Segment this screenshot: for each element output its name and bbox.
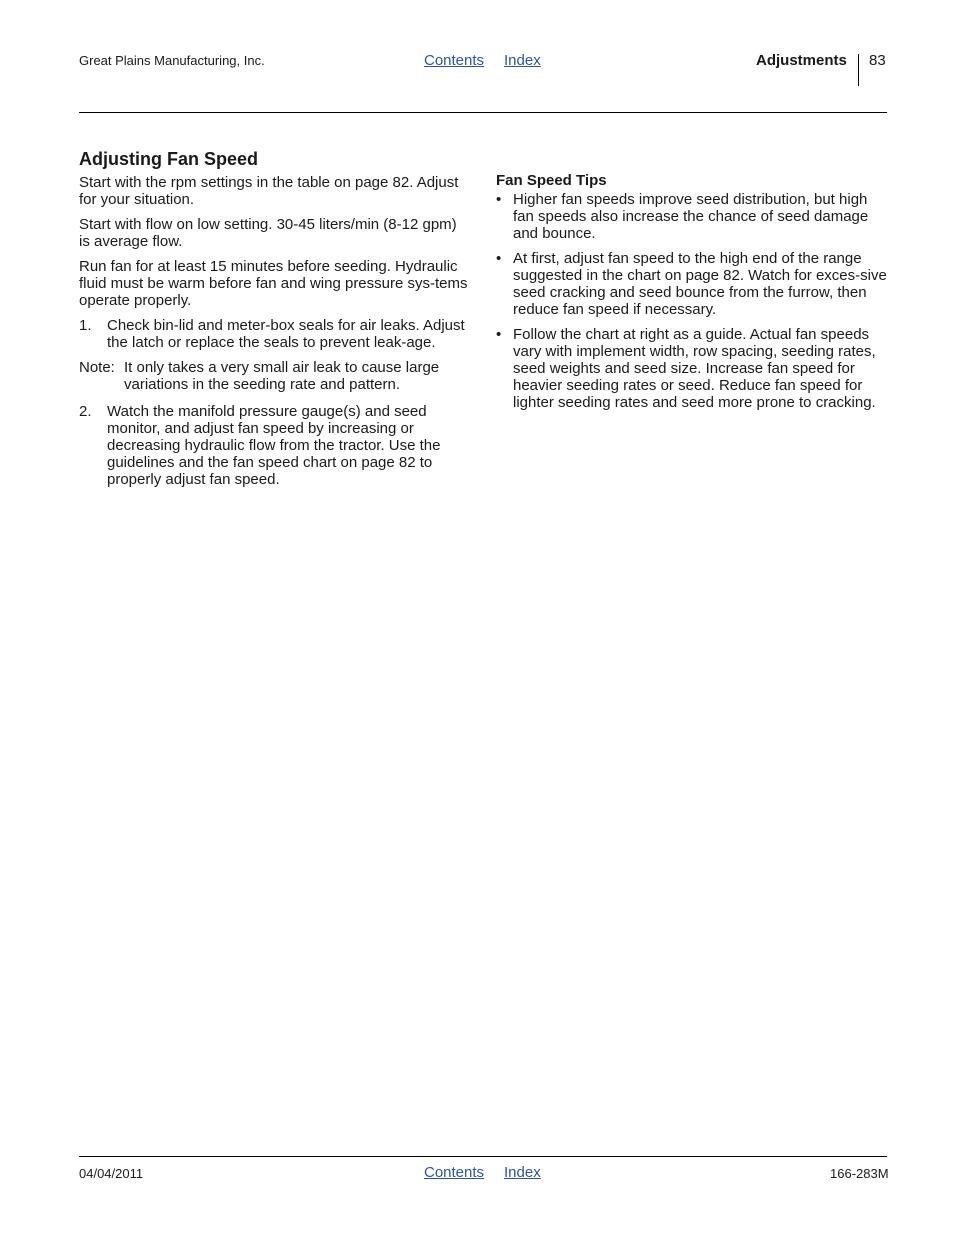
left-column	[79, 148, 471, 496]
header-index-link[interactable]: Index	[504, 52, 541, 69]
list-item-text: Higher fan speeds improve seed distribution, but high fan speeds also increase the chance of seed damage and bounce.	[513, 191, 869, 242]
footer-contents-link[interactable]: Contents	[424, 1164, 485, 1181]
subsection-heading: Fan Speed Tips	[496, 172, 607, 189]
header-page-number: 83	[869, 52, 886, 69]
paragraph: Start with the rpm settings in the table on page 82. Adjust for your situation.	[79, 174, 459, 208]
step-number: 1.	[79, 317, 92, 334]
footer-index-link[interactable]: Index	[504, 1164, 541, 1181]
step-number: 2.	[79, 403, 92, 420]
list-item	[496, 191, 890, 242]
header-section-title: Adjustments	[756, 52, 847, 69]
bullet-icon: •	[496, 326, 502, 343]
note-text: It only takes a very small air leak to cause large variations in the seeding rate and pattern.	[124, 359, 440, 393]
bullet-icon: •	[496, 191, 502, 208]
step-item	[79, 403, 471, 488]
paragraph: Start with flow on low setting. 30-45 liters/min (8-12 gpm) is average flow.	[79, 216, 457, 250]
note-block	[79, 359, 471, 393]
footer-rule	[79, 1156, 887, 1157]
step-text: Check bin-lid and meter-box seals for air leaks. Adjust the latch or replace the seals to prevent leak-age.	[107, 317, 465, 351]
list-item	[496, 250, 890, 318]
list-item-text: Follow the chart at right as a guide. Actual fan speeds vary with implement width, row spacing, seeding rates, seed weights and seed size. Increase fan speed for heavier seeding rates or seed. Reduce fan speed for lighter seeding rates and seed more prone to cracking.	[513, 326, 876, 411]
header-company-name: Great Plains Manufacturing, Inc.	[79, 53, 265, 68]
footer-date: 04/04/2011	[79, 1166, 144, 1181]
header-contents-link[interactable]: Contents	[424, 52, 485, 69]
bullet-icon: •	[496, 250, 502, 267]
list-item-text: At first, adjust fan speed to the high end of the range suggested in the chart on page 82. Watch for exces-sive seed cracking and seed bounce from the furrow, then reduce fan speed if necessary.	[513, 250, 887, 318]
note-label: Note:	[79, 359, 115, 376]
footer-document-number: 166-283M	[830, 1166, 889, 1181]
header-rule	[79, 112, 887, 113]
section-heading: Adjusting Fan Speed	[79, 149, 259, 169]
header-divider	[858, 54, 859, 86]
paragraph: Run fan for at least 15 minutes before seeding. Hydraulic fluid must be warm before fan and wing pressure sys-tems operate properly.	[79, 258, 468, 309]
step-item	[79, 317, 471, 351]
list-item	[496, 326, 890, 411]
right-column	[496, 172, 890, 419]
step-text: Watch the manifold pressure gauge(s) and seed monitor, and adjust fan speed by increasing or decreasing hydraulic flow from the tractor. Use the guidelines and the fan speed chart on page 82 to properly adjust fan speed.	[107, 403, 441, 488]
